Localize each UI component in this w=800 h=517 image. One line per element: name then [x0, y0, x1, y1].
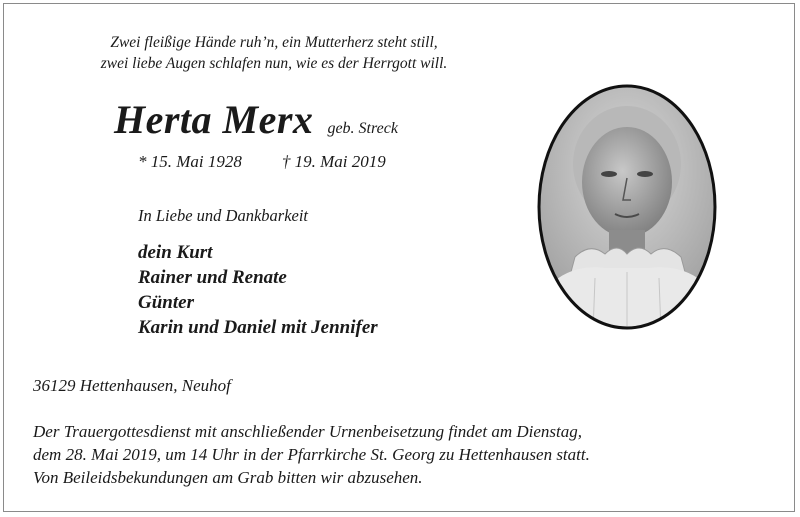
- photo-eye: [601, 171, 617, 177]
- mourner-name: Karin und Daniel mit Jennifer: [138, 317, 378, 338]
- verse-line: Zwei fleißige Hände ruh’n, ein Mutterherz steht still,: [110, 34, 438, 51]
- verse-line: zwei liebe Augen schlafen nun, wie es der Herrgott will.: [100, 55, 448, 72]
- deceased-name-row: [114, 96, 398, 143]
- mourner-name: dein Kurt: [138, 242, 213, 263]
- notice-line: dem 28. Mai 2019, um 14 Uhr in der Pfarrkirche St. Georg zu Hettenhausen statt.: [33, 445, 590, 464]
- notice-line: Von Beileidsbekundungen am Grab bitten wir abzusehen.: [33, 468, 423, 487]
- mourner-name: Günter: [138, 292, 194, 313]
- deceased-name: Herta Merx: [114, 97, 314, 142]
- mourners-list: [138, 240, 378, 340]
- portrait-photo: [535, 82, 719, 332]
- family-address: 36129 Hettenhausen, Neuhof: [33, 376, 231, 395]
- birth-name: geb. Streck: [327, 120, 398, 137]
- notice-line: Der Trauergottesdienst mit anschließender Urnenbeisetzung findet am Dienstag,: [33, 422, 582, 441]
- obituary-card: [3, 3, 795, 512]
- life-dates: [138, 152, 386, 172]
- memorial-verse: [4, 32, 544, 74]
- death-date: † 19. Mai 2019: [281, 152, 386, 171]
- birth-date: * 15. Mai 1928: [138, 152, 242, 171]
- mourners-intro: In Liebe und Dankbarkeit: [138, 206, 309, 225]
- funeral-notice: [33, 420, 590, 489]
- mourner-name: Rainer und Renate: [138, 267, 287, 288]
- photo-eye: [637, 171, 653, 177]
